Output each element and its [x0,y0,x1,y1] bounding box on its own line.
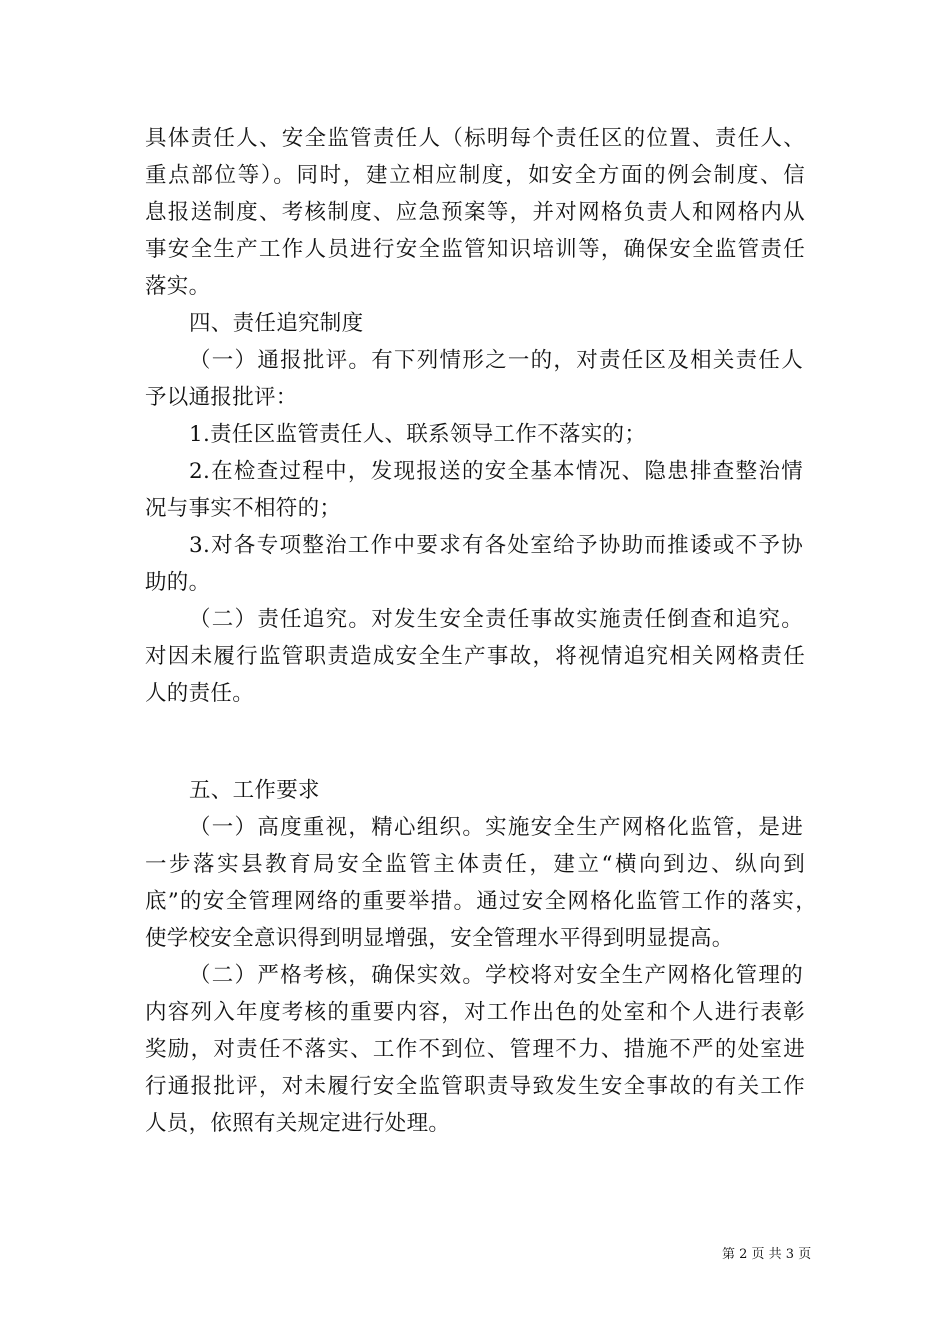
body-line: 事安全生产工作人员进行安全监管知识培训等，确保安全监管责任 [145,237,805,262]
section-heading: 五、工作要求 [189,778,320,803]
list-item: 3.对各专项整治工作中要求有各处室给予协助而推诿或不予协 [189,533,803,558]
page-number: 第 2 页 共 3 页 [722,1247,812,1262]
body-line: （一）通报批评。有下列情形之一的，对责任区及相关责任人 [189,348,803,373]
body-line: 助的。 [145,570,211,595]
body-line: 息报送制度、考核制度、应急预案等，并对网格负责人和网格内从 [145,200,805,225]
list-item: 1.责任区监管责任人、联系领导工作不落实的； [189,422,647,447]
body-line: （一）高度重视，精心组织。实施安全生产网格化监管，是进 [189,815,803,840]
body-line: 奖励，对责任不落实、工作不到位、管理不力、措施不严的处室进 [145,1037,805,1062]
body-line: 予以通报批评： [145,385,298,410]
body-line: 人的责任。 [145,681,255,706]
body-line: 对因未履行监管职责造成安全生产事故，将视情追究相关网格责任 [145,644,805,669]
body-line: 落实。 [145,274,211,299]
body-line: 人员，依照有关规定进行处理。 [145,1111,451,1136]
body-line: 使学校安全意识得到明显增强，安全管理水平得到明显提高。 [145,926,734,951]
body-line: （二）严格考核，确保实效。学校将对安全生产网格化管理的 [189,963,803,988]
body-line: 具体责任人、安全监管责任人（标明每个责任区的位置、责任人、 [145,126,805,151]
list-item: 2.在检查过程中，发现报送的安全基本情况、隐患排查整治情 [189,459,803,484]
body-line: 底”的安全管理网络的重要举措。通过安全网格化监管工作的落实， [145,889,817,914]
body-line: 重点部位等）。同时，建立相应制度，如安全方面的例会制度、信 [145,163,805,188]
body-line: 行通报批评，对未履行安全监管职责导致发生安全事故的有关工作 [145,1074,805,1099]
body-line: （二）责任追究。对发生安全责任事故实施责任倒查和追究。 [189,607,803,632]
body-line: 况与事实不相符的； [145,496,342,521]
body-line: 内容列入年度考核的重要内容，对工作出色的处室和个人进行表彰 [145,1000,805,1025]
body-line: 一步落实县教育局安全监管主体责任，建立“横向到边、纵向到 [145,852,805,877]
section-heading: 四、责任追究制度 [189,311,364,336]
